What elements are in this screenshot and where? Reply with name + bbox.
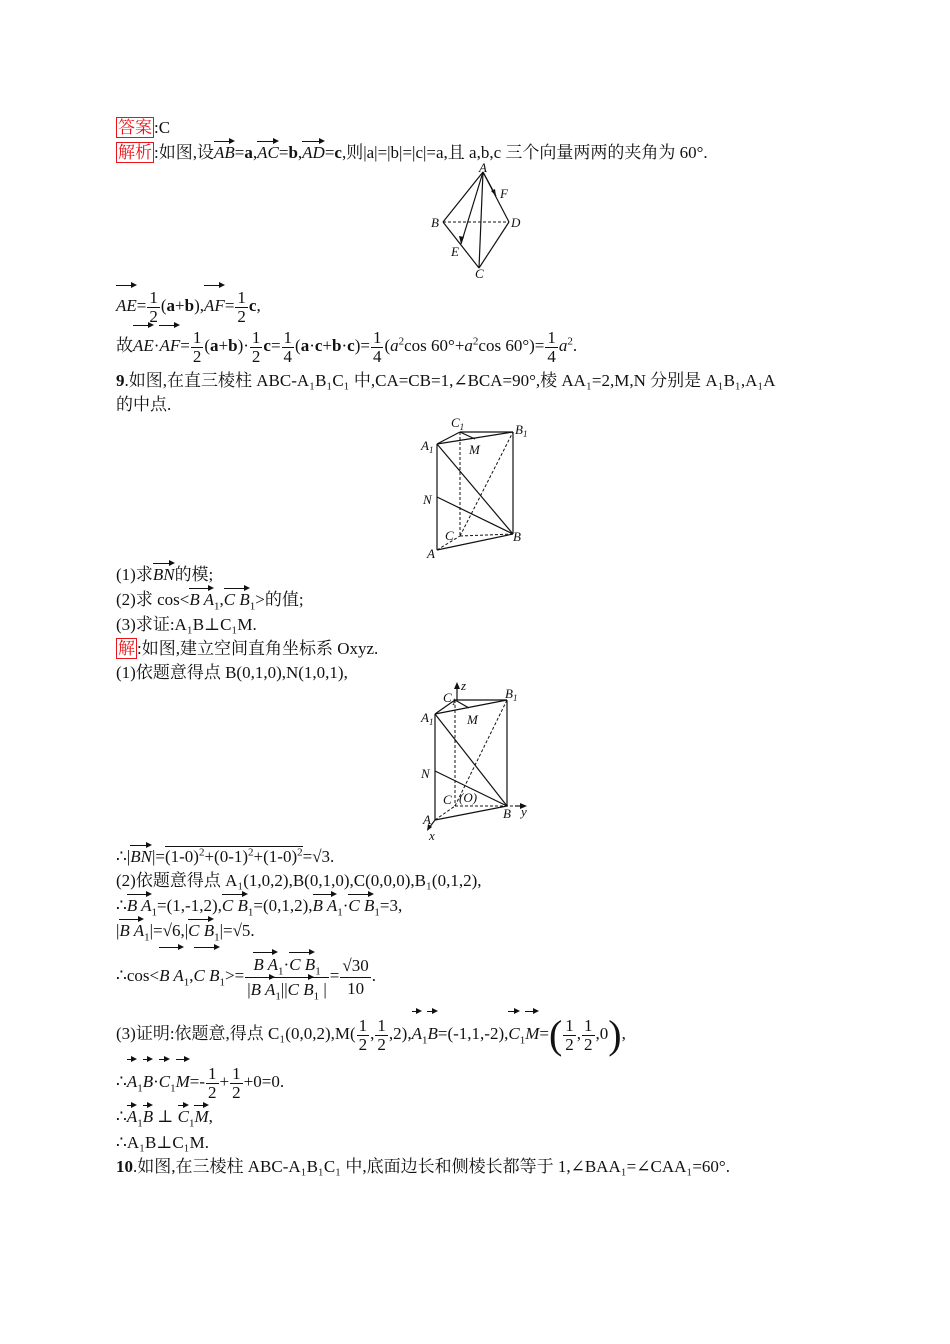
svg-text:z: z <box>461 678 467 693</box>
solution-step-2 <box>116 870 482 892</box>
svg-text:A: A <box>423 812 431 827</box>
solution-step-3-text: (3)证明:依题意,得点 C₁(0,0,2),M( <box>116 1024 356 1043</box>
solution-step-2-text: (2)依题意得点 A₁(1,0,2),B(0,1,0),C(0,0,0),B₁(0,1,2), <box>116 871 482 890</box>
dot-eq: =- <box>189 1072 206 1091</box>
svg-text:C: C <box>445 528 454 543</box>
question-3 <box>116 614 257 636</box>
svg-text:B1: $B_1$ <box>515 422 528 439</box>
solution-step-2b: ∴B $A_1=(1,-1,2),C$ $B_1=(0,1,2),B$ $A_1\cdot C$ $B_1=3$, <box>116 896 403 919</box>
solution-step-3-final <box>116 1132 209 1154</box>
norm-ba1: |=√6,| <box>149 921 189 940</box>
question-1-text: (1)求 <box>116 565 153 584</box>
problem-9-number: 9 <box>116 371 125 390</box>
svg-text:y: y <box>521 804 527 819</box>
solution-step-2c: |B $A_1|=√6,|C$ $B_1|=√5$. <box>116 921 255 944</box>
svg-text:(O): (O) <box>459 790 478 805</box>
answer-label: 答案 <box>118 118 152 137</box>
vec-cb1-value: =(0,1,2), <box>253 896 313 915</box>
problem-9-text: .如图,在直三棱柱 ABC-A₁B₁C₁ 中,CA=CB=1,∠BCA=90°,棱 AA₁=2,M,N 分别是 A₁B₁,A₁A <box>124 371 776 390</box>
question-2: (2)求 cos<B $A_1,C$ $B_1>$的值; <box>116 590 304 613</box>
solution-step-3: (3)证明:依题意,得点 C₁(0,0,2),M( $\frac{1}{2}$ , $\frac{1}{2}$ $,2),A_1B=(-1,1,-2),C_1M=$( $\frac{1}{2}$ , $\frac{1}{2}$ ,0), <box>116 1012 626 1058</box>
problem-10-text: .如图,在三棱柱 ABC-A₁B₁C₁ 中,底面边长和侧棱长都等于 1,∠BAA₁=∠CAA₁=60°. <box>133 1157 730 1176</box>
label-A: A <box>479 160 487 175</box>
solution-line: 解 :如图,建立空间直角坐标系 Oxyz. <box>118 639 379 658</box>
svg-text:B1: $B_1$ <box>505 686 518 703</box>
solution-step-3-perp-vec: $\therefore A_1B$ ⊥ $C_1M$, <box>116 1107 213 1130</box>
svg-text:B: B <box>513 529 521 544</box>
svg-text:A1: $A_1$ <box>421 438 434 455</box>
svg-text:N: N <box>423 492 432 507</box>
question-2-text: (2)求 cos< <box>116 590 190 609</box>
ae-af-line: AE= $\frac{1}{2}$ (a+b),AF= $\frac{1}{2}$ c, <box>116 287 261 326</box>
question-3-text: (3)求证:A₁B⊥C₁M. <box>116 615 257 634</box>
problem-10-line <box>116 1156 730 1178</box>
label-C: C <box>475 266 484 280</box>
label-D: D <box>511 215 521 230</box>
problem-10-number: 10 <box>116 1157 133 1176</box>
vec-c1m-z: ,0 <box>595 1024 609 1043</box>
answer-value: C <box>158 118 171 137</box>
svg-text:M: M <box>467 712 478 727</box>
label-E: E <box>451 244 459 259</box>
vec-a1b-value: =(-1,1,-2), <box>437 1024 509 1043</box>
cos-result-denominator: 10 <box>347 978 365 998</box>
svg-text:N: N <box>421 766 430 781</box>
solution-intro: 如图,建立空间直角坐标系 Oxyz. <box>141 639 379 658</box>
svg-text:B: B <box>503 806 511 821</box>
norm-cb1: |=√5. <box>219 921 255 940</box>
therefore-symbol: ∴ <box>116 1107 127 1126</box>
svg-text:A1: $A_1$ <box>421 710 434 727</box>
question-1-tail: 的模; <box>174 565 214 584</box>
svg-text:C1: $C_1$ <box>451 415 465 432</box>
problem-9-line1 <box>116 370 776 392</box>
analysis-intro: 如图,设 <box>158 143 214 162</box>
tetrahedron-figure <box>425 160 525 280</box>
svg-text:M: M <box>469 442 480 457</box>
final-conclusion: ∴A₁B⊥C₁M. <box>116 1133 209 1152</box>
question-1: (1)求BN的模; <box>116 565 214 584</box>
svg-text:C1: $C_1$ <box>443 690 457 707</box>
solution-label: 解 <box>118 639 135 658</box>
vec-ba1-value: =(1,-1,2), <box>157 896 222 915</box>
svg-text:C: C <box>443 792 452 807</box>
analysis-label: 解析 <box>118 143 152 162</box>
problem-9-text2: 的中点. <box>116 395 172 414</box>
svg-text:x: x <box>429 828 435 843</box>
dot-eq-tail: +0=0. <box>243 1072 285 1091</box>
dot-product-value: =3, <box>379 896 403 915</box>
cos-result-numerator: √30 <box>340 955 370 978</box>
solution-step-1-result: $\therefore|BN|=(1-0)^2+(0-1)^2+(1-0)^2=√3$. <box>116 846 335 866</box>
ae-dot-af-line: 故AE·AF= $\frac{1}{2}$ (a+b)· $\frac{1}{2}$ c= $\frac{1}{4}$ (a·c+b·c)= $\frac{1}{4}$ ($a^2\cos$ $60^\circ+a^2\cos$ 60°)= $\frac{1}{4}$ $a^2$. <box>116 327 578 366</box>
analysis-line: 解析 :如图,设AB=a,AC=b,AD=c,则|a|=|b|=|c|=a,且 a,b,c 三个向量两两的夹角为 60°. <box>118 143 708 162</box>
label-F: F <box>500 186 508 201</box>
analysis-tail: ,则|a|=|b|=|c|=a,且 a,b,c 三个向量两两的夹角为 60°. <box>341 143 708 162</box>
answer-line: 答案 :C <box>118 118 171 137</box>
svg-text:A: A <box>427 546 435 561</box>
question-2-tail: >的值; <box>255 590 304 609</box>
solution-step-1-text: (1)依题意得点 B(0,1,0),N(1,0,1), <box>116 663 348 682</box>
solution-step-3-dot: $\therefore A_1B\cdot C_1M=-$ $\frac{1}{2}$ + $\frac{1}{2}$ +0=0. <box>116 1060 284 1104</box>
problem-9-line2 <box>116 394 171 416</box>
solution-step-2-result: ∴cos<B $A_1,C$ $B_1>=$ $\frac{B A_1\cdot C B_1}{|B A_1||C B_1 |}$ = $\frac{√30}{10}$ . <box>116 948 376 1004</box>
label-B: B <box>431 215 439 230</box>
prism-figure-2 <box>415 676 545 844</box>
prism-figure-1 <box>415 412 540 562</box>
solution-step-1 <box>116 662 348 684</box>
